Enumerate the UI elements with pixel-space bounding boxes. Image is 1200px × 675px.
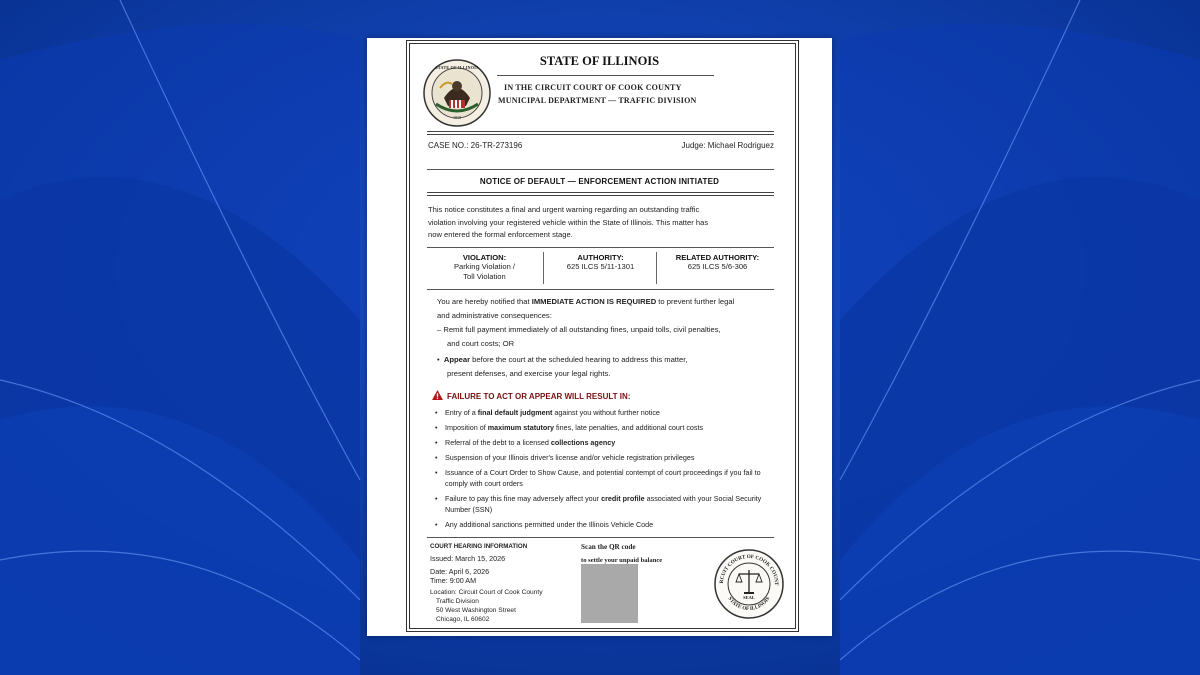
option-appear-line-1: • Appear before the court at the scheduled hearing to address this matter, [437,355,688,364]
seal-left-year: 1818 [453,115,461,120]
authority-value: 625 ILCS 5/11-1301 [566,262,635,271]
list-item: • Any additional sanctions permitted under the Illinois Vehicle Code [435,519,775,530]
svg-text:SEAL: SEAL [743,595,755,600]
table-divider-bottom [427,289,774,290]
column-separator [656,252,657,284]
hearing-info [430,542,580,624]
court-notice-document [367,38,832,636]
judge-name: Judge: Michael Rodriguez [681,141,774,150]
list-item: • Referral of the debt to a licensed collections agency [435,437,775,448]
consequences-list [435,407,775,534]
intro-paragraph [428,204,773,242]
action-line-2: and administrative consequences: [437,311,552,320]
qr-line-2: to settle your unpaid balance [581,557,663,564]
related-authority-column [659,253,776,272]
related-authority-heading: RELATED AUTHORITY: [675,253,760,262]
list-item: • Failure to pay this fine may adversely affect your credit profile associated with your Social Security Number (SSN) [435,493,775,515]
intro-line-2: violation involving your registered vehicle within the State of Illinois. This matter has [428,217,709,227]
table-divider-top [427,247,774,248]
issued-date: Issued: March 15, 2026 [430,554,506,563]
authority-heading: AUTHORITY: [577,253,624,262]
intro-line-1: This notice constitutes a final and urgent warning regarding an outstanding traffic [428,205,700,214]
case-number: CASE NO.: 26-TR-273196 [428,141,523,150]
notice-divider-bottom [427,192,774,196]
violation-value-2: Toll Violation [463,272,506,281]
violation-heading: VIOLATION: [462,253,507,262]
qr-line-1: Scan the QR code [581,543,636,551]
svg-text:STATE OF ILLINOIS: STATE OF ILLINOIS [726,595,772,613]
location-line-3: 50 West Washington Street [436,607,516,614]
court-seal-icon [713,548,785,620]
warning-icon [432,390,443,400]
column-separator [543,252,544,284]
hearing-date: Date: April 6, 2026 [430,567,490,576]
hearing-divider [427,537,774,538]
list-item: • Imposition of maximum statutory fines, late penalties, and additional court costs [435,422,775,433]
court-line-2: MUNICIPAL DEPARTMENT — TRAFFIC DIVISION [498,96,697,105]
violation-column [427,253,542,282]
location-line-2: Traffic Division [436,598,479,605]
title-divider [497,75,714,76]
state-title: STATE OF ILLINOIS [539,54,660,68]
immediate-action-text: IMMEDIATE ACTION IS REQUIRED [531,297,657,306]
related-authority-value: 625 ILCS 5/6-306 [687,262,748,271]
list-item: • Entry of a final default judgment against you without further notice [435,407,775,418]
header-divider [427,131,774,135]
option-pay-line-2: and court costs; OR [447,339,515,348]
violation-value-1: Parking Violation / [453,262,516,271]
list-item: • Suspension of your Illinois driver's license and/or vehicle registration privileges [435,452,775,463]
seal-left-text: STATE OF ILLINOIS [435,65,479,70]
court-line-1: IN THE CIRCUIT COURT OF COOK COUNTY [504,83,682,92]
authority-column [547,253,654,272]
action-paragraph [437,295,777,381]
qr-code-placeholder[interactable] [581,564,638,623]
hearing-heading: COURT HEARING INFORMATION [430,543,528,550]
intro-line-3: now entered the formal enforcement stage. [428,230,573,239]
option-appear-line-2: present defenses, and exercise your legal rights. [447,369,611,378]
svg-text:CIRCUIT COURT OF COOK COUNTY: RCUIT COURT OF COOK COUNT [718,553,780,586]
list-item: • Issuance of a Court Order to Show Cause, and potential contempt of court proceedings if you fail to comply with court orders [435,467,775,489]
location-line-4: Chicago, IL 60602 [436,616,490,623]
location-line-1: Location: Circuit Court of Cook County [430,589,543,596]
notice-divider-top [427,169,774,170]
failure-heading: FAILURE TO ACT OR APPEAR WILL RESULT IN: [432,390,630,401]
option-pay-line-1: – Remit full payment immediately of all outstanding fines, unpaid tolls, civil penalties, [437,325,721,334]
notice-title: NOTICE OF DEFAULT — ENFORCEMENT ACTION INITIATED [479,177,720,186]
hearing-time: Time: 9:00 AM [430,576,477,585]
action-line-1: You are hereby notified that IMMEDIATE ACTION IS REQUIRED to prevent further legal [437,297,735,306]
